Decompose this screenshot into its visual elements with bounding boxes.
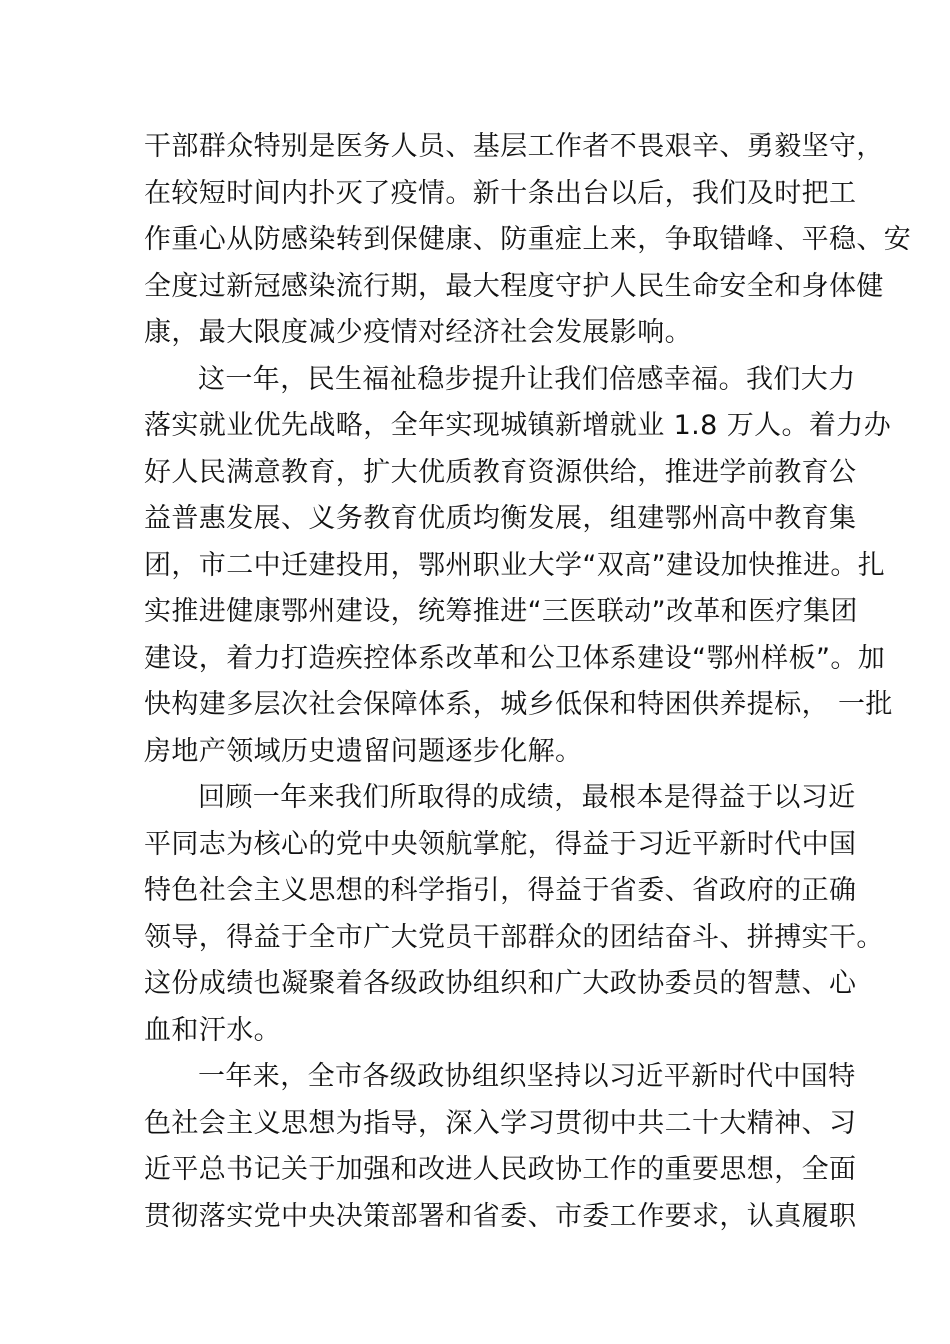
text-line: 好人民满意教育，扩大优质教育资源供给，推进学前教育公 <box>144 456 857 488</box>
paragraph-first-line: 回顾一年来我们所取得的成绩，最根本是得益于以习近 <box>198 782 856 813</box>
text-line: 血和汗水。 <box>144 1014 281 1046</box>
text-line: 在较短时间内扑灭了疫情。新十条出台以后，我们及时把工 <box>144 177 857 209</box>
text-line: 领导，得益于全市广大党员干部群众的团结奋斗、拼搏实干。 <box>144 921 884 953</box>
text-line: 全度过新冠感染流行期，最大程度守护人民生命安全和身体健 <box>144 270 884 302</box>
text-line: 益普惠发展、义务教育优质均衡发展，组建鄂州高中教育集 <box>144 503 857 534</box>
text-line: 贯彻落实党中央决策部署和省委、市委工作要求，认真履职 <box>144 1200 857 1232</box>
text-line: 房地产领域历史遗留问题逐步化解。 <box>144 735 583 767</box>
text-line: 特色社会主义思想的科学指引，得益于省委、省政府的正确 <box>144 875 857 906</box>
text-line: 实推进健康鄂州建设，统筹推进“三医联动”改革和医疗集团 <box>144 596 858 627</box>
text-line: 快构建多层次社会保障体系，城乡低保和特困供养提标， 一批 <box>144 689 893 720</box>
paragraph-first-line: 这一年，民生福祉稳步提升让我们倍感幸福。我们大力 <box>198 363 856 395</box>
text-line: 作重心从防感染转到保健康、防重症上来，争取错峰、平稳、安 <box>144 224 912 255</box>
text-line: 团，市二中迁建投用，鄂州职业大学“双高”建设加快推进。扎 <box>144 549 886 581</box>
document-body <box>144 124 912 1240</box>
paragraph-first-line: 一年来，全市各级政协组织坚持以习近平新时代中国特 <box>198 1061 856 1092</box>
text-line: 干部群众特别是医务人员、基层工作者不畏艰辛、勇毅坚守， <box>144 131 884 162</box>
text-line: 建设，着力打造疾控体系改革和公卫体系建设“鄂州样板”。加 <box>144 642 886 674</box>
text-line: 色社会主义思想为指导，深入学习贯彻中共二十大精神、习 <box>144 1107 857 1139</box>
text-line: 这份成绩也凝聚着各级政协组织和广大政协委员的智慧、心 <box>144 968 857 999</box>
text-line: 平同志为核心的党中央领航掌舵，得益于习近平新时代中国 <box>144 828 857 860</box>
text-line: 近平总书记关于加强和改进人民政协工作的重要思想，全面 <box>144 1154 857 1185</box>
text-line: 康，最大限度减少疫情对经济社会发展影响。 <box>144 317 692 348</box>
text-line: 落实就业优先战略，全年实现城镇新增就业 1.8 万人。着力办 <box>144 410 892 441</box>
